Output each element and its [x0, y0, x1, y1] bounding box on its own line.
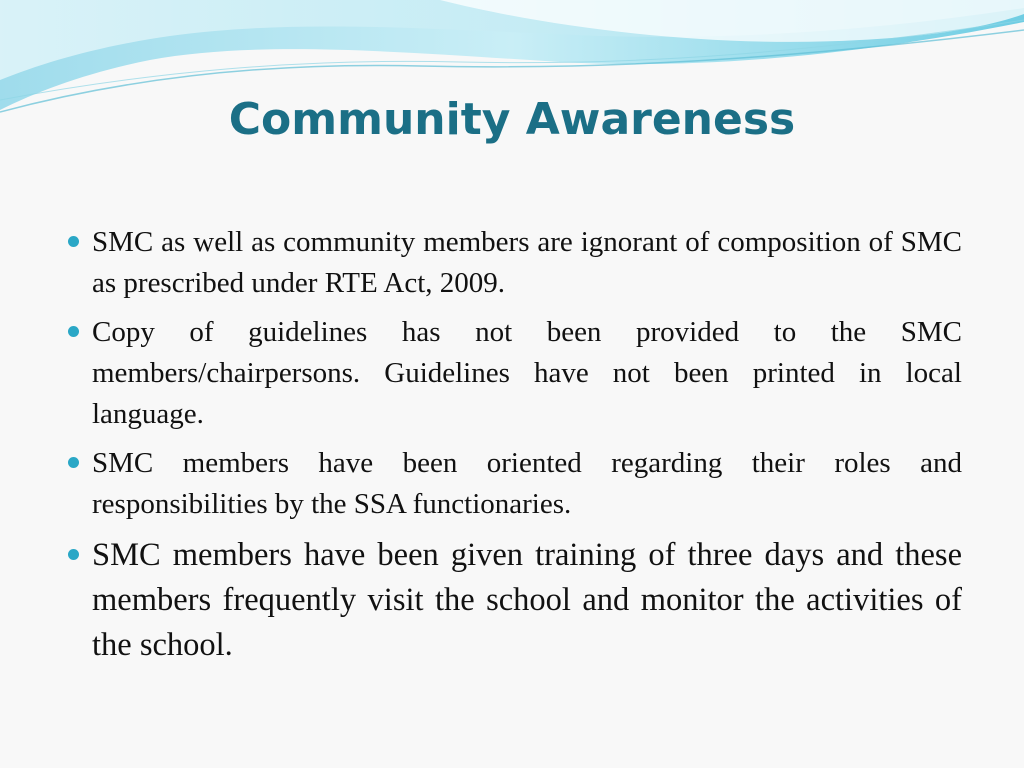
bullet-text: SMC as well as community members are ignorant of composition of SMC as prescribed under RTE Act, 2009. [92, 226, 962, 299]
bullet-text: SMC members have been given training of three days and these members frequently visit the school and monitor the activities of the school. [92, 537, 962, 663]
bullet-list [64, 222, 962, 676]
round-bullet-icon [68, 326, 79, 337]
list-item [64, 312, 962, 435]
round-bullet-icon [68, 457, 79, 468]
round-bullet-icon [68, 236, 79, 247]
page-title: Community Awareness [228, 94, 796, 145]
list-item [64, 222, 962, 304]
list-item [64, 443, 962, 525]
round-bullet-icon [68, 549, 79, 560]
list-item [64, 533, 962, 668]
bullet-text: SMC members have been oriented regarding their roles and responsibilities by the SSA functionaries. [92, 447, 962, 520]
bullet-text: Copy of guidelines has not been provided to the SMC members/chairpersons. Guidelines have not been printed in local language. [92, 316, 962, 430]
